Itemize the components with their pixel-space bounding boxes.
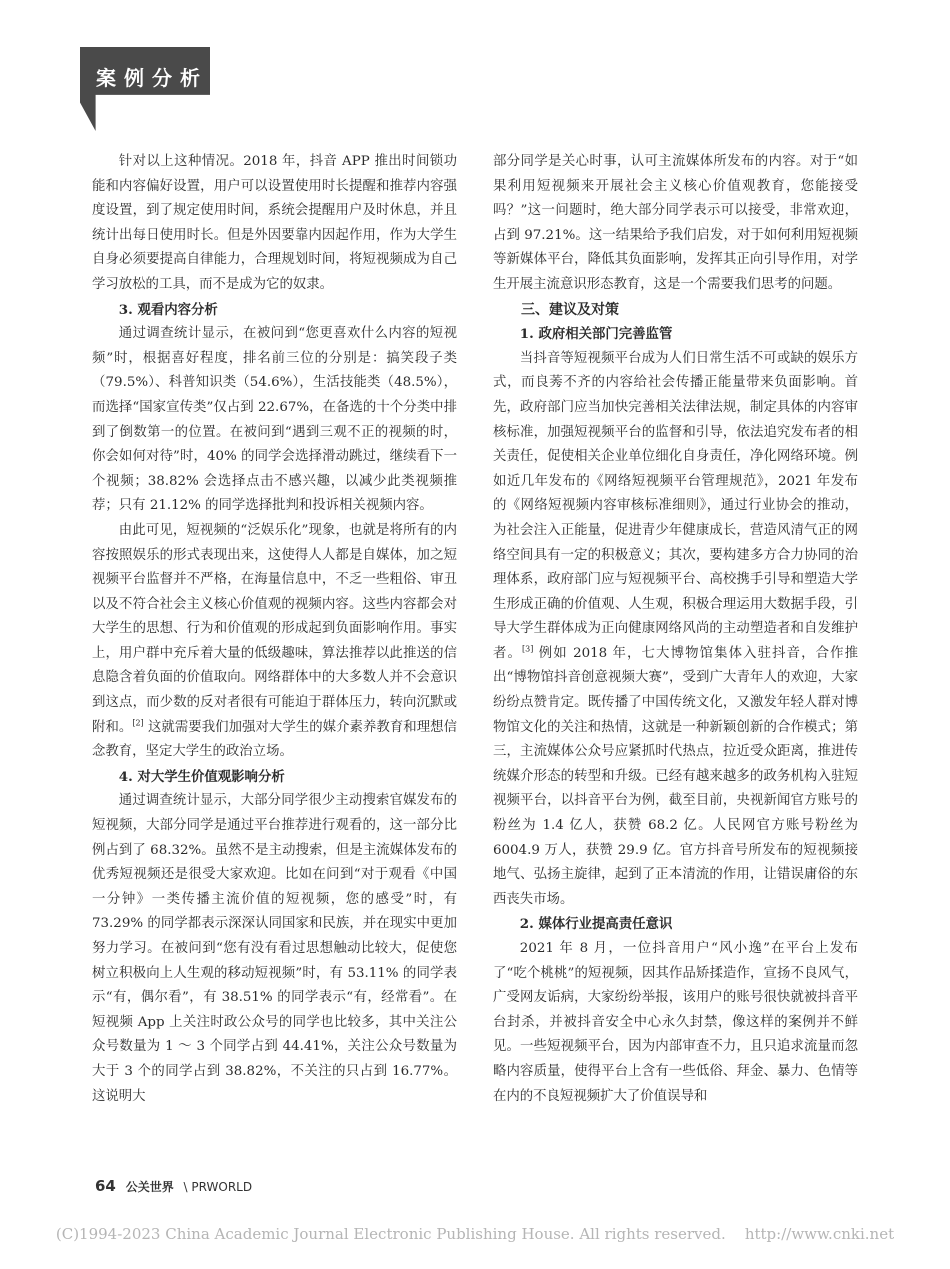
paragraph: 部分同学是关心时事，认可主流媒体所发布的内容。对于“如果利用短视频来开展社会主义核心价值观教育，您能接受吗？”这一问题时，绝大部分同学表示可以接受，非常欢迎，占到 97.21%。这一结果给予我们启发，对于如何利用短视频等新媒体平台，降低其负面影响，发挥其正向引导作用，对学生开展主流意识形态教育，这是一个需要我们思考的问题。 [493, 154, 858, 292]
magazine-english-name: PRWORLD [191, 1180, 253, 1194]
paragraph: 通过调查统计显示，大部分同学很少主动搜索官媒发布的短视频，大部分同学是通过平台推荐进行观看的，这一部分比例占到了 68.32%。虽然不是主动搜索，但是主流媒体发布的优秀短视频还是很受大家欢迎。比如在问到“对于观看《中国一分钟》一类传播主流价值的短视频，您的感受”时，有 73.29% 的同学都表示深深认同国家和民族，并在现实中更加努力学习。在被问到“您有没有看过思想触动比较大，促使您树立积极向上人生观的移动短视频”时，有 53.11% 的同学表示“有，偶尔看”，有 38.51% 的同学表示“有，经常看”。在短视频 App 上关注时政公众号的同学也比较多，其中关注公众号数量为 1 ～ 3 个同学占到 44.41%，关注公众号数量为大于 3 个的同学占到 38.82%，不关注的只占到 16.77%。这说明大 [92, 793, 457, 1104]
paragraph-text: 由此可见，短视频的“泛娱乐化”现象，也就是将所有的内容按照娱乐的形式表现出来，这使得人人都是自媒体，加之短视频平台监督并不严格，在海量信息中，不乏一些粗俗、审丑以及不符合社会主义核心价值观的视频内容。这些内容都会对大学生的思想、行为和价值观的形成起到负面影响作用。事实上，用户群中充斥着大量的低级趣味，算法推荐以此推送的信息隐含着负面的价值取向。网络群体中的大多数人并不会意识到这点，而少数的反对者很有可能迫于群体压力，转向沉默或附和。 [92, 522, 457, 735]
subheading-viewing-content: 3. 观看内容分析 [118, 301, 218, 318]
section-heading-suggestions: 三、建议及对策 [521, 301, 619, 318]
subheading-government: 1. 政府相关部门完善监管 [519, 326, 673, 343]
paragraph-text: 当抖音等短视频平台成为人们日常生活不可或缺的娱乐方式，而良莠不齐的内容给社会传播正能量带来负面影响。首先，政府部门应当加快完善相关法律法规，制定具体的内容审核标准，加强短视频平台的监督和引导，依法追究发布者的相关责任，促使相关企业单位细化自身责任，净化网络环境。例如近几年发布的《网络短视频平台管理规范》，2021 年发布的《网络短视频内容审核标准细则》，通过行业协会的推动，为社会注入正能量，促进青少年健康成长，营造风清气正的网络空间具有一定的积极意义；其次，要构建多方合力协同的治理体系，政府部门应与短视频平台、高校携手引导和塑造大学生形成正确的价值观、人生观，积极合理运用大数据手段，引导大学生群体成为正向健康网络风尚的主动塑造者和自发维护者。 [493, 350, 858, 661]
paragraph: 通过调查统计显示，在被问到“您更喜欢什么内容的短视频”时，根据喜好程度，排名前三位的分别是：搞笑段子类（79.5%）、科普知识类（54.6%），生活技能类（48.5%），而选择“国家宣传类”仅占到 22.67%，在备选的十个分类中排到了倒数第一的位置。在被问到“遇到三观不正的视频的时，你会如何对待”时，40% 的同学会选择滑动跳过，继续看下一个视频；38.82% 会选择点击不感兴趣，以减少此类视频推荐；只有 21.12% 的同学选择批判和投诉相关视频内容。 [92, 326, 457, 514]
paragraph-text: 例如 2018 年，七大博物馆集体入驻抖音，合作推出“博物馆抖音创意视频大赛”，受到广大青年人的欢迎，大家纷纷点赞肯定。既传播了中国传统文化，又激发年轻人群对博物馆文化的关注和热情，这就是一种新颖创新的合作模式；第三，主流媒体公众号应紧抓时代热点，拉近受众距离，推进传统媒介形态的转型和升级。已经有越来越多的政务机构入驻短视频平台，以抖音平台为例，截至目前，央视新闻官方账号的粉丝为 1.4 亿人，获赞 68.2 亿。人民网官方账号粉丝为 6004.9 万人，获赞 29.9 亿。官方抖音号所发布的短视频接地气、弘扬主旋律，起到了正本清流的作用，让错误庸俗的东西丧失市场。 [493, 645, 858, 907]
citation-ref: [3] [522, 644, 534, 654]
section-tag: 案例分析 [96, 66, 208, 90]
footer-separator: \ [183, 1180, 188, 1194]
left-column [92, 150, 457, 1109]
page-footer [95, 1177, 252, 1195]
paragraph: 2021 年 8 月，一位抖音用户“风小逸”在平台上发布了“吃个桃桃”的短视频，因其作品矫揉造作，宣扬不良风气，广受网友诟病，大家纷纷举报，该用户的账号很快就被抖音平台封杀，并被抖音安全中心永久封禁，像这样的案例并不鲜见。一些短视频平台，因为内部审查不力，且只追求流量而忽略内容质量，使得平台上含有一些低俗、拜金、暴力、色情等在内的不良短视频扩大了价值误导和 [493, 941, 858, 1104]
copyright-watermark: (C)1994-2023 China Academic Journal Electronic Publishing House. All rights reserved. http://www.cnki.net [55, 1225, 895, 1243]
paragraph [92, 519, 457, 765]
subheading-media-industry: 2. 媒体行业提高责任意识 [519, 916, 673, 933]
paragraph-text: 这就需要我们加强对大学生的媒介素养教育和理想信念教育，坚定大学生的政治立场。 [92, 719, 458, 760]
paragraph [493, 347, 858, 913]
magazine-name: 公关世界 [125, 1180, 174, 1194]
citation-ref: [2] [132, 718, 144, 728]
subheading-values-impact: 4. 对大学生价值观影响分析 [118, 768, 285, 785]
right-column [493, 150, 858, 1109]
paragraph: 针对以上这种情况。2018 年，抖音 APP 推出时间锁功能和内容偏好设置，用户可以设置使用时长提醒和推荐内容强度设置，到了规定使用时间，系统会提醒用户及时休息，并且统计出每日使用时长。但是外因要靠内因起作用，作为大学生自身必须要提高自律能力，合理规划时间，将短视频成为自己学习放松的工具，而不是成为它的奴隶。 [92, 154, 457, 292]
page-number: 64 [95, 1177, 116, 1195]
